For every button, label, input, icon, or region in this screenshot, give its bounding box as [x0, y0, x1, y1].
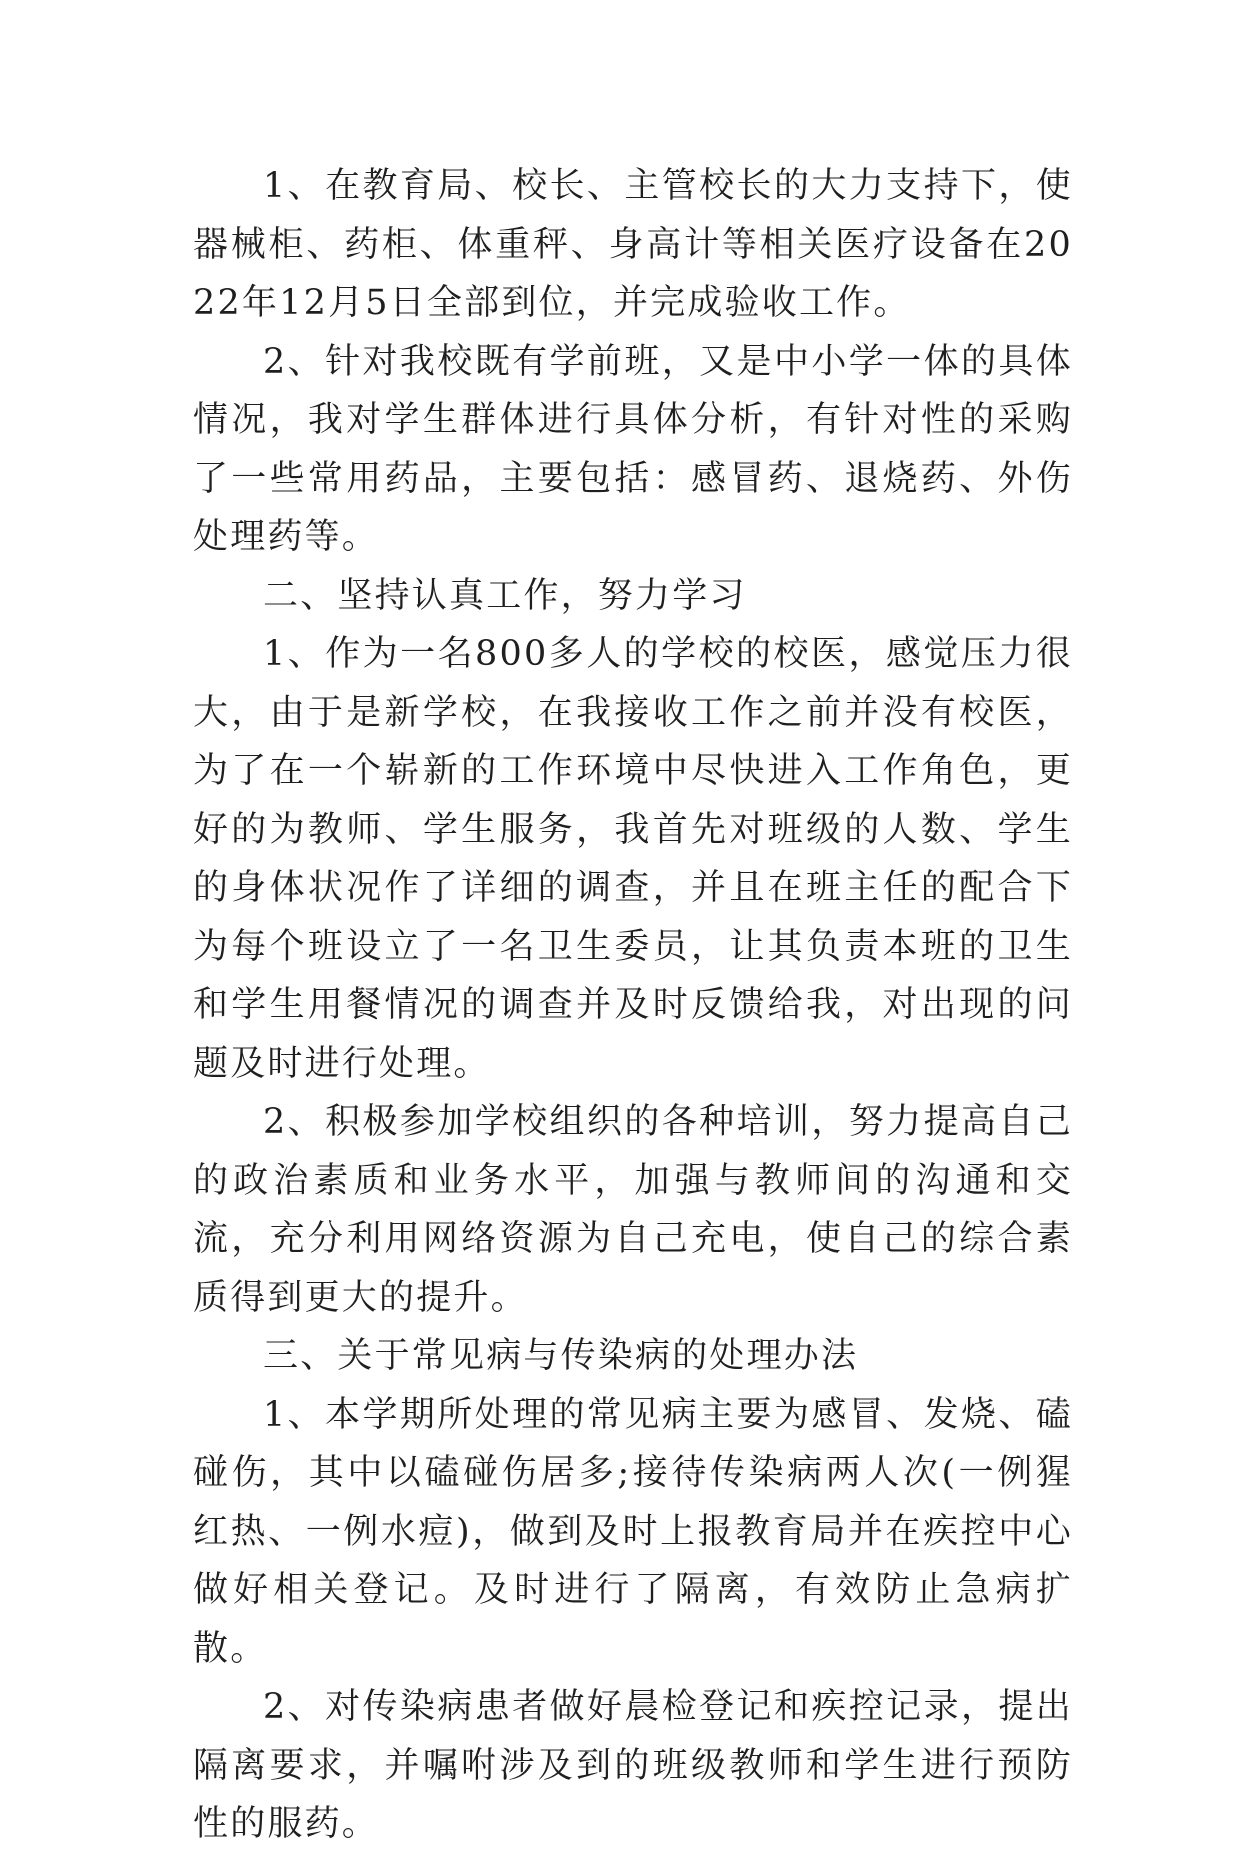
section-heading-disease-handling: 三、关于常见病与传染病的处理办法 — [263, 1336, 859, 1376]
paragraph-common-diseases: 1、本学期所处理的常见病主要为感冒、发烧、磕碰伤，其中以磕碰伤居多;接待传染病两人次(一例猩红热、一例水痘)，做到及时上报教育局并在疾控中心做好相关登记。及时进行了隔离，有效防止急病扩散。 — [193, 1394, 1073, 1669]
section-heading-work-study: 二、坚持认真工作，努力学习 — [263, 575, 747, 616]
paragraph-medicine-purchase: 2、针对我校既有学前班，又是中小学一体的具体情况，我对学生群体进行具体分析，有针对性的采购了一些常用药品，主要包括：感冒药、退烧药、外伤处理药等。 — [193, 341, 1073, 557]
paragraph-training: 2、积极参加学校组织的各种培训，努力提高自己的政治素质和业务水平，加强与教师间的沟通和交流，充分利用网络资源为自己充电，使自己的综合素质得到更大的提升。 — [193, 1102, 1073, 1318]
paragraph-infectious-disease-records: 2、对传染病患者做好晨检登记和疾控记录，提出隔离要求，并嘱咐涉及到的班级教师和学生进行预防性的服药。 — [193, 1687, 1073, 1844]
paragraph-equipment: 1、在教育局、校长、主管校长的大力支持下，使器械柜、药柜、体重秤、身高计等相关医疗设备在2022年12月5日全部到位，并完成验收工作。 — [193, 166, 1073, 323]
paragraph-school-doctor-duty: 1、作为一名800多人的学校的校医，感觉压力很大，由于是新学校，在我接收工作之前并没有校医，为了在一个崭新的工作环境中尽快进入工作角色，更好的为教师、学生服务，我首先对班级的人数、学生的身体状况作了详细的调查，并且在班主任的配合下为每个班设立了一名卫生委员，让其负责本班的卫生和学生用餐情况的调查并及时反馈给我，对出现的问题及时进行处理。 — [193, 634, 1073, 1084]
document-body — [193, 157, 1073, 1854]
